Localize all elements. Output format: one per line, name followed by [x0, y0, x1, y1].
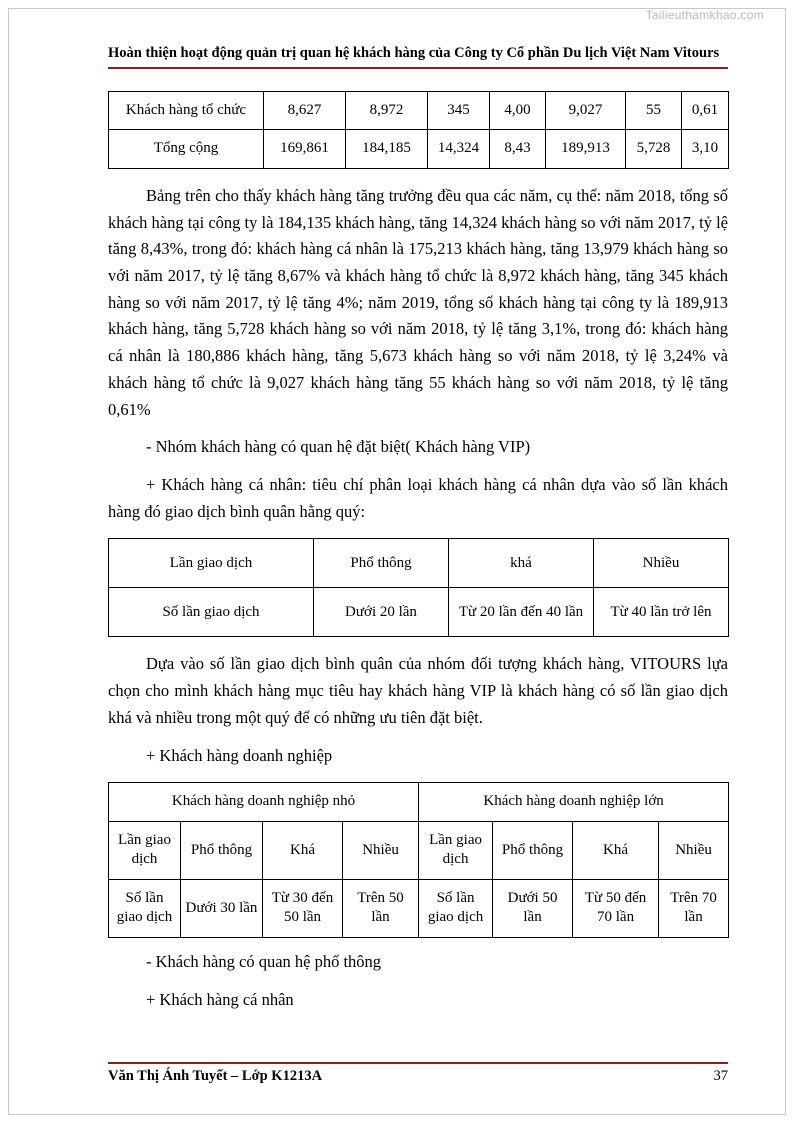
table-header-row	[109, 539, 729, 588]
cell: 8,972	[346, 91, 428, 130]
column-header: khá	[449, 539, 594, 588]
row-label: Tổng cộng	[109, 130, 264, 169]
footer-rule	[108, 1062, 728, 1064]
cell: 345	[428, 91, 490, 130]
column-header: Lần giao dịch	[109, 821, 181, 879]
column-header: Khá	[573, 821, 659, 879]
table-business-criteria	[108, 782, 729, 938]
column-header: Lần giao dịch	[419, 821, 493, 879]
cell: 55	[626, 91, 682, 130]
cell: 189,913	[546, 130, 626, 169]
footer-author: Văn Thị Ánh Tuyết – Lớp K1213A	[108, 1068, 323, 1084]
cell: Từ 40 lần trở lên	[594, 588, 729, 637]
cell: 3,10	[682, 130, 729, 169]
cell: Từ 50 đến 70 lần	[573, 879, 659, 937]
paragraph-common-relation: - Khách hàng có quan hệ phổ thông	[146, 951, 382, 971]
column-header: Lần giao dịch	[109, 539, 314, 588]
table-row	[109, 130, 729, 169]
table-row	[109, 879, 729, 937]
column-header: Nhiều	[594, 539, 729, 588]
column-header: Phổ thông	[493, 821, 573, 879]
cell: Dưới 50 lần	[493, 879, 573, 937]
paragraph-individual-customer: + Khách hàng cá nhân	[146, 989, 294, 1009]
table-row	[109, 588, 729, 637]
cell: 8,627	[264, 91, 346, 130]
table-customer-totals	[108, 91, 729, 169]
column-header: Nhiều	[343, 821, 419, 879]
paragraph-individual-intro: + Khách hàng cá nhân: tiêu chí phân loại khách hàng cá nhân dựa vào số lần khách hàng đó giao dịch bình quân hằng quý:	[108, 475, 728, 521]
cell: Dưới 30 lần	[181, 879, 263, 937]
cell: Số lần giao dịch	[109, 879, 181, 937]
paragraph-business-customer: + Khách hàng doanh nghiệp	[146, 745, 333, 765]
cell: Dưới 20 lần	[314, 588, 449, 637]
header-rule	[108, 67, 728, 69]
cell: 169,861	[264, 130, 346, 169]
page-number: 37	[713, 1068, 728, 1084]
group-header: Khách hàng doanh nghiệp lớn	[419, 783, 729, 822]
column-header: Nhiều	[659, 821, 729, 879]
cell: Từ 30 đến 50 lần	[263, 879, 343, 937]
group-header: Khách hàng doanh nghiệp nhỏ	[109, 783, 419, 822]
table-group-header-row	[109, 783, 729, 822]
paragraph-vitours-choice: Dựa vào số lần giao dịch bình quân của nhóm đối tượng khách hàng, VITOURS lựa chọn cho mình khách hàng mục tiêu hay khách hàng VIP là khách hàng có số lần giao dịch khá và nhiều trong một quý để có những ưu tiên đặt biệt.	[108, 654, 728, 727]
table-row	[109, 91, 729, 130]
cell: Số lần giao dịch	[109, 588, 314, 637]
row-label: Khách hàng tổ chức	[109, 91, 264, 130]
cell: 9,027	[546, 91, 626, 130]
cell: 5,728	[626, 130, 682, 169]
column-header: Phổ thông	[314, 539, 449, 588]
cell: 8,43	[490, 130, 546, 169]
cell: 4,00	[490, 91, 546, 130]
paragraph-analysis: Bảng trên cho thấy khách hàng tăng trưởng đều qua các năm, cụ thể: năm 2018, tổng số khách hàng tại công ty là 184,135 khách hàng, tăng 14,324 khách hàng so với năm 2017, tỷ lệ tăng 8,43%, trong đó: khách hàng cá nhân là 175,213 khách hàng, tăng 13,979 khách hàng so với năm 2017, tỷ lệ tăng 8,67% và khách hàng tổ chức là 8,972 khách hàng, tăng 345 khách hàng so với năm 2017, tỷ lệ tăng 4%; năm 2019, tổng số khách hàng tại công ty là 189,913 khách hàng, tăng 5,728 khách hàng so với năm 2018, tỷ lệ tăng 3,1%, trong đó: khách hàng cá nhân là 180,886 khách hàng, tăng 5,673 khách hàng so với năm 2018, tỷ lệ 3,24% và khách hàng tổ chức là 9,027 khách hàng tăng 55 khách hàng so với năm 2018, tỷ lệ tăng 0,61%	[108, 185, 729, 419]
paragraph-vip-group: - Nhóm khách hàng có quan hệ đặt biệt( Khách hàng VIP)	[146, 437, 531, 457]
running-header: Hoàn thiện hoạt động quản trị quan hệ khách hàng của Công ty Cổ phần Du lịch Việt Nam Vitours	[108, 45, 720, 61]
watermark: Tailieuthamkhao.com	[645, 8, 764, 22]
page-content	[108, 44, 728, 1013]
cell: 14,324	[428, 130, 490, 169]
cell: Trên 70 lần	[659, 879, 729, 937]
cell: 184,185	[346, 130, 428, 169]
cell: 0,61	[682, 91, 729, 130]
column-header: Phổ thông	[181, 821, 263, 879]
column-header: Khá	[263, 821, 343, 879]
cell: Trên 50 lần	[343, 879, 419, 937]
table-individual-criteria	[108, 538, 729, 637]
page-footer	[108, 1062, 728, 1085]
table-header-row	[109, 821, 729, 879]
cell: Số lần giao dịch	[419, 879, 493, 937]
cell: Từ 20 lần đến 40 lần	[449, 588, 594, 637]
